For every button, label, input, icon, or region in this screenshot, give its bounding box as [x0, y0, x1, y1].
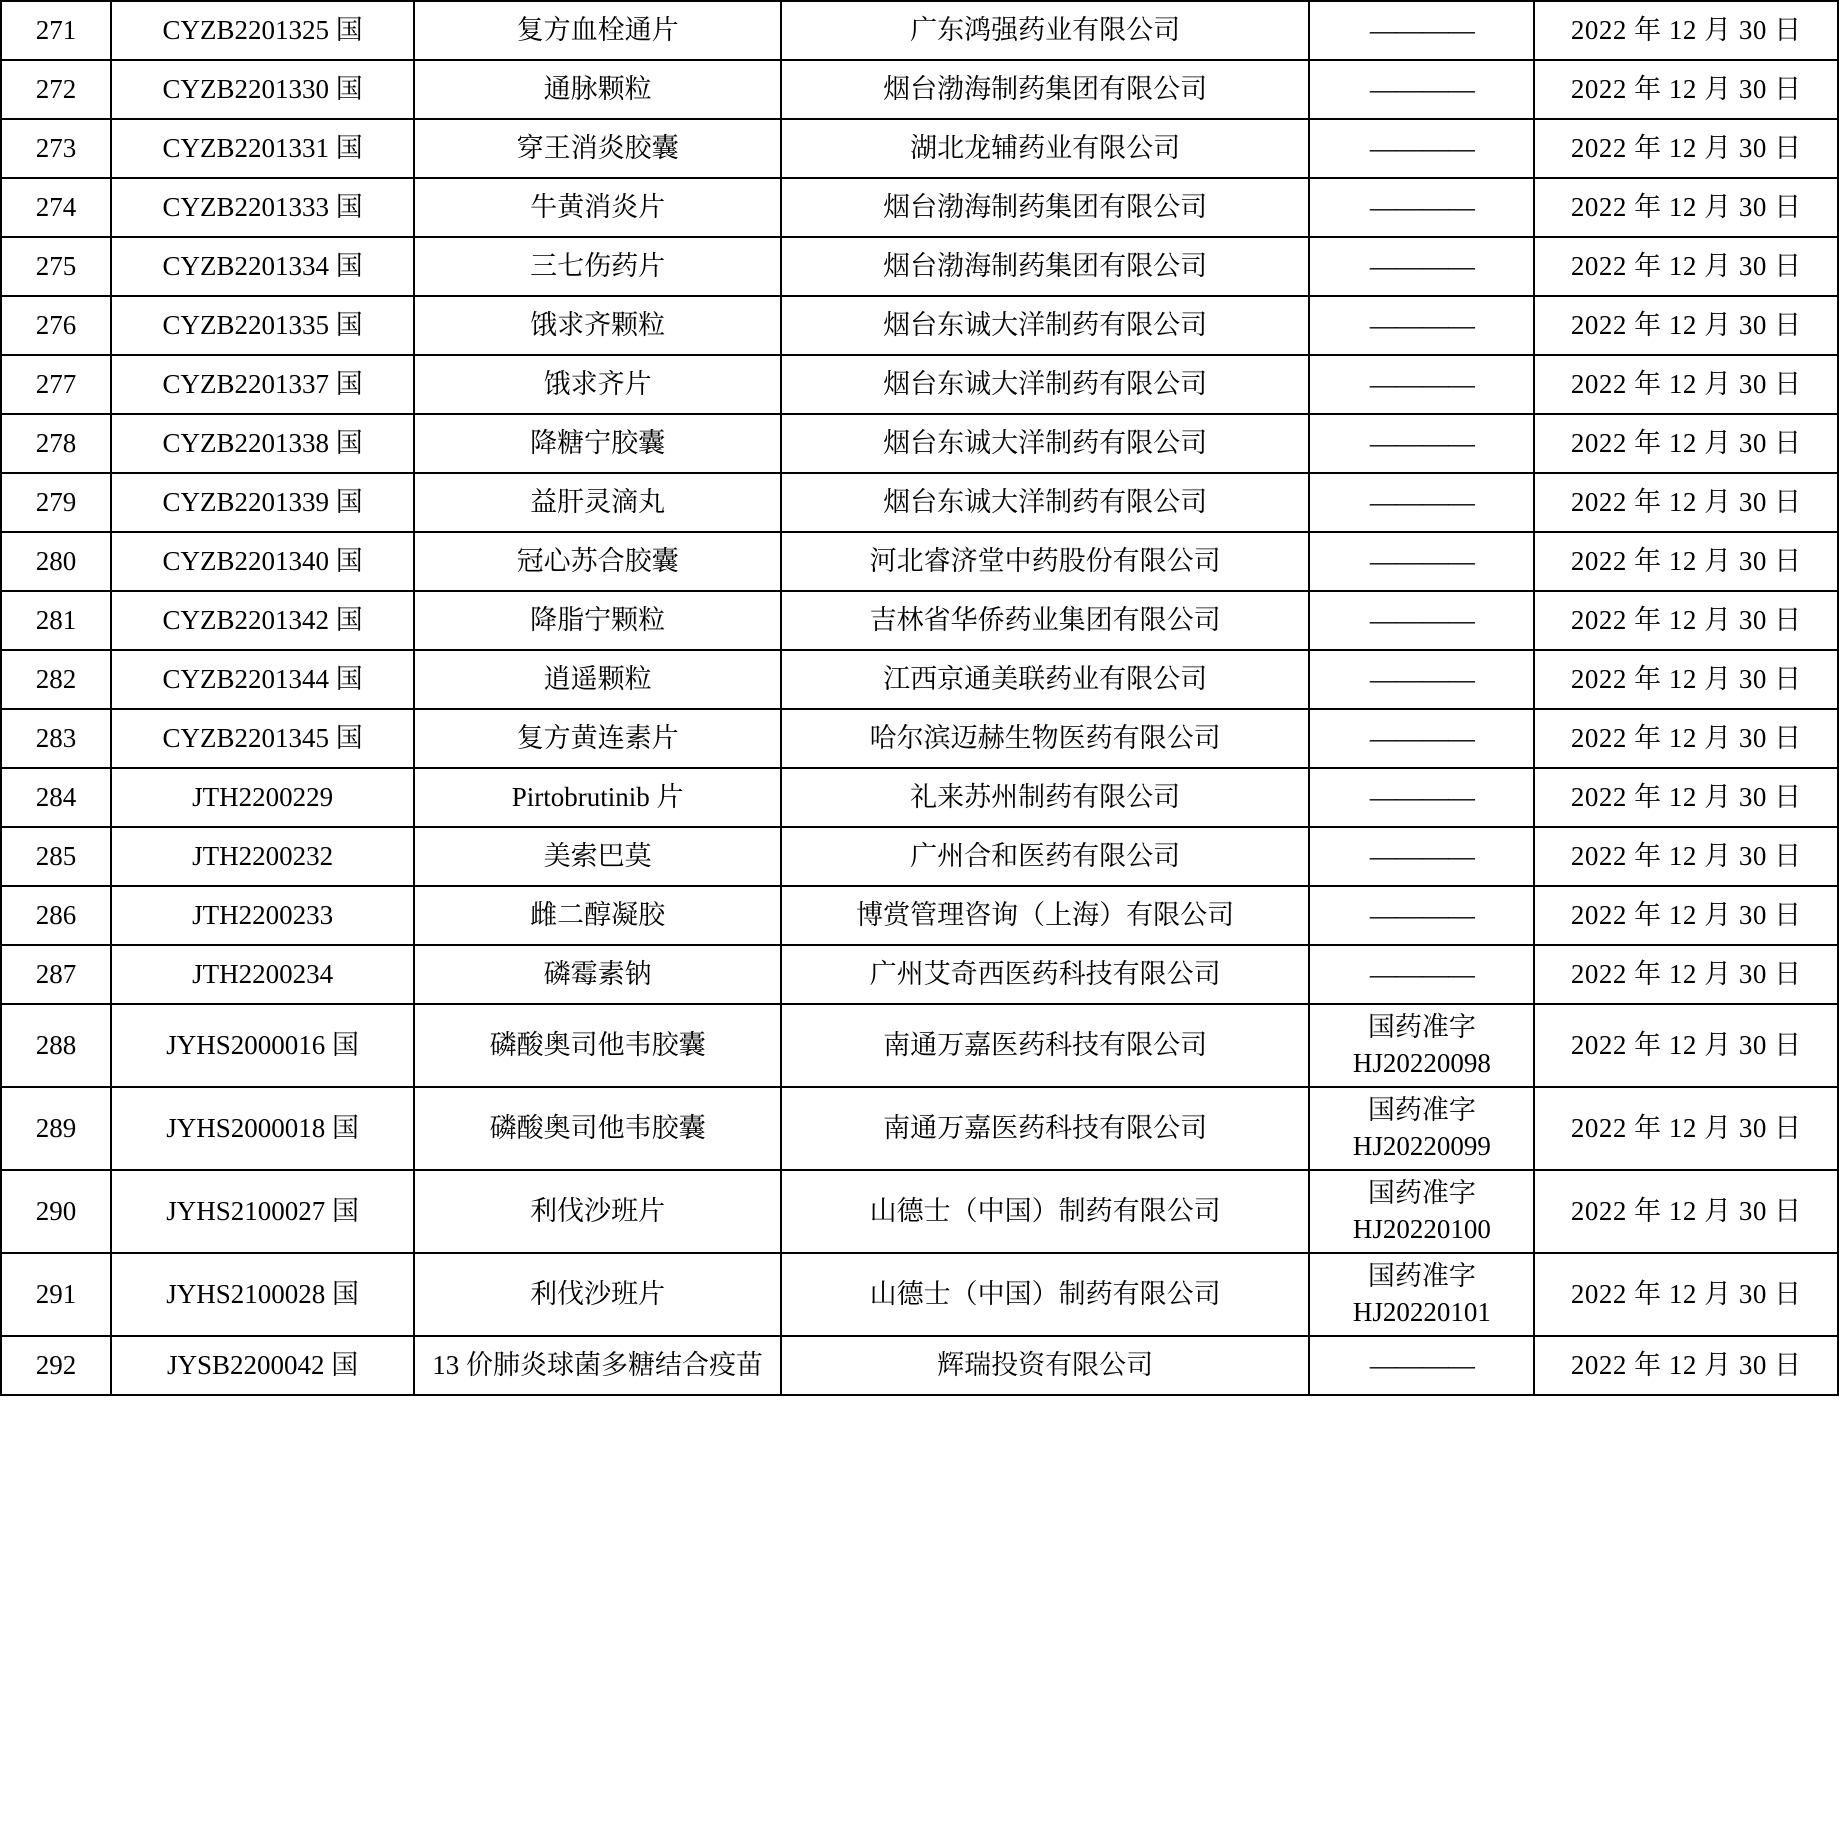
row-index-cell: 280 [1, 532, 111, 591]
drug-name-cell: 降糖宁胶囊 [414, 414, 780, 473]
registration-code-cell: CYZB2201342 国 [111, 591, 415, 650]
table-row [1, 355, 1838, 414]
approval-number-cell [1309, 1253, 1534, 1336]
drug-name-cell: 降脂宁颗粒 [414, 591, 780, 650]
row-index-cell: 279 [1, 473, 111, 532]
drug-name-cell: 逍遥颗粒 [414, 650, 780, 709]
row-index-cell: 278 [1, 414, 111, 473]
row-index-cell: 285 [1, 827, 111, 886]
table-row [1, 60, 1838, 119]
row-index-cell: 292 [1, 1336, 111, 1395]
approval-number-cell: ———— [1309, 119, 1534, 178]
drug-name-cell: 益肝灵滴丸 [414, 473, 780, 532]
table-body [1, 1, 1838, 1395]
approval-date-cell: 2022 年 12 月 30 日 [1534, 945, 1838, 1004]
drug-name-cell: 复方黄连素片 [414, 709, 780, 768]
approval-number-cell-line: HJ20220099 [1352, 1131, 1491, 1162]
row-index-cell: 275 [1, 237, 111, 296]
approval-number-cell: ———— [1309, 60, 1534, 119]
approval-date-cell: 2022 年 12 月 30 日 [1534, 768, 1838, 827]
approval-number-cell [1309, 1170, 1534, 1253]
row-index-cell: 287 [1, 945, 111, 1004]
company-name-cell: 烟台东诚大洋制药有限公司 [781, 473, 1310, 532]
table-row [1, 886, 1838, 945]
drug-name-cell: 饿求齐颗粒 [414, 296, 780, 355]
approval-date-cell: 2022 年 12 月 30 日 [1534, 650, 1838, 709]
registration-code-cell: JTH2200232 [111, 827, 415, 886]
approval-date-cell: 2022 年 12 月 30 日 [1534, 1253, 1838, 1336]
company-name-cell: 南通万嘉医药科技有限公司 [781, 1087, 1310, 1170]
approval-number-cell-line: 国药准字 [1367, 1094, 1476, 1125]
approval-number-cell: ———— [1309, 414, 1534, 473]
company-name-cell: 烟台渤海制药集团有限公司 [781, 237, 1310, 296]
registration-code-cell: JTH2200229 [111, 768, 415, 827]
registration-code-cell: JYHS2000016 国 [111, 1004, 415, 1087]
row-index-cell: 290 [1, 1170, 111, 1253]
row-index-cell: 286 [1, 886, 111, 945]
company-name-cell: 河北睿济堂中药股份有限公司 [781, 532, 1310, 591]
company-name-cell: 广州合和医药有限公司 [781, 827, 1310, 886]
registration-code-cell: CYZB2201325 国 [111, 1, 415, 60]
table-row [1, 591, 1838, 650]
company-name-cell: 广东鸿强药业有限公司 [781, 1, 1310, 60]
company-name-cell: 礼来苏州制药有限公司 [781, 768, 1310, 827]
approval-number-cell: ———— [1309, 237, 1534, 296]
registration-code-cell: CYZB2201340 国 [111, 532, 415, 591]
registration-code-cell: CYZB2201334 国 [111, 237, 415, 296]
approval-number-cell: ———— [1309, 532, 1534, 591]
approval-number-cell: ———— [1309, 1, 1534, 60]
approval-number-cell: ———— [1309, 886, 1534, 945]
company-name-cell: 烟台渤海制药集团有限公司 [781, 60, 1310, 119]
drug-name-cell: 通脉颗粒 [414, 60, 780, 119]
approval-number-cell: ———— [1309, 591, 1534, 650]
registration-code-cell: JTH2200234 [111, 945, 415, 1004]
approval-number-cell-line: HJ20220101 [1352, 1297, 1491, 1328]
approval-date-cell: 2022 年 12 月 30 日 [1534, 414, 1838, 473]
table-row [1, 1004, 1838, 1087]
drug-name-cell: 磷霉素钠 [414, 945, 780, 1004]
registration-code-cell: JYHS2100028 国 [111, 1253, 415, 1336]
approval-number-cell: ———— [1309, 650, 1534, 709]
table-row [1, 1170, 1838, 1253]
drug-name-cell: 利伐沙班片 [414, 1170, 780, 1253]
company-name-cell: 烟台东诚大洋制药有限公司 [781, 414, 1310, 473]
table-row [1, 119, 1838, 178]
registration-code-cell: CYZB2201345 国 [111, 709, 415, 768]
table-row [1, 178, 1838, 237]
registration-code-cell: CYZB2201333 国 [111, 178, 415, 237]
row-index-cell: 276 [1, 296, 111, 355]
company-name-cell: 烟台东诚大洋制药有限公司 [781, 355, 1310, 414]
company-name-cell: 烟台东诚大洋制药有限公司 [781, 296, 1310, 355]
drug-name-cell: 利伐沙班片 [414, 1253, 780, 1336]
company-name-cell: 博赏管理咨询（上海）有限公司 [781, 886, 1310, 945]
drug-name-cell: 磷酸奥司他韦胶囊 [414, 1087, 780, 1170]
row-index-cell: 272 [1, 60, 111, 119]
drug-name-cell: 穿王消炎胶囊 [414, 119, 780, 178]
company-name-cell: 烟台渤海制药集团有限公司 [781, 178, 1310, 237]
registration-code-cell: CYZB2201337 国 [111, 355, 415, 414]
registration-code-cell: CYZB2201344 国 [111, 650, 415, 709]
drug-name-cell: 冠心苏合胶囊 [414, 532, 780, 591]
approval-number-cell-line: HJ20220100 [1352, 1214, 1491, 1245]
table-row [1, 1253, 1838, 1336]
table-row [1, 1336, 1838, 1395]
approval-number-cell: ———— [1309, 473, 1534, 532]
company-name-cell: 江西京通美联药业有限公司 [781, 650, 1310, 709]
drug-name-cell: 雌二醇凝胶 [414, 886, 780, 945]
table-row [1, 650, 1838, 709]
row-index-cell: 288 [1, 1004, 111, 1087]
approval-date-cell: 2022 年 12 月 30 日 [1534, 119, 1838, 178]
approval-date-cell: 2022 年 12 月 30 日 [1534, 532, 1838, 591]
approval-date-cell: 2022 年 12 月 30 日 [1534, 178, 1838, 237]
row-index-cell: 273 [1, 119, 111, 178]
company-name-cell: 哈尔滨迈赫生物医药有限公司 [781, 709, 1310, 768]
company-name-cell: 山德士（中国）制药有限公司 [781, 1253, 1310, 1336]
approval-date-cell: 2022 年 12 月 30 日 [1534, 1336, 1838, 1395]
approval-date-cell: 2022 年 12 月 30 日 [1534, 886, 1838, 945]
row-index-cell: 271 [1, 1, 111, 60]
row-index-cell: 291 [1, 1253, 111, 1336]
table-row [1, 532, 1838, 591]
approval-number-cell: ———— [1309, 709, 1534, 768]
registration-code-cell: CYZB2201339 国 [111, 473, 415, 532]
approval-number-cell-line: HJ20220098 [1352, 1048, 1491, 1079]
drug-name-cell: 美索巴莫 [414, 827, 780, 886]
approval-date-cell: 2022 年 12 月 30 日 [1534, 827, 1838, 886]
drug-name-cell: 三七伤药片 [414, 237, 780, 296]
table-row [1, 709, 1838, 768]
registration-code-cell: JYSB2200042 国 [111, 1336, 415, 1395]
row-index-cell: 282 [1, 650, 111, 709]
company-name-cell: 湖北龙辅药业有限公司 [781, 119, 1310, 178]
approval-number-cell: ———— [1309, 355, 1534, 414]
table-row [1, 827, 1838, 886]
approval-number-cell: ———— [1309, 1336, 1534, 1395]
approval-number-cell: ———— [1309, 945, 1534, 1004]
approval-date-cell: 2022 年 12 月 30 日 [1534, 1170, 1838, 1253]
table-row [1, 473, 1838, 532]
approval-number-cell [1309, 1087, 1534, 1170]
table-row [1, 1, 1838, 60]
drug-name-cell: Pirtobrutinib 片 [414, 768, 780, 827]
registration-code-cell: JYHS2000018 国 [111, 1087, 415, 1170]
table-row [1, 296, 1838, 355]
approval-date-cell: 2022 年 12 月 30 日 [1534, 591, 1838, 650]
row-index-cell: 277 [1, 355, 111, 414]
approval-date-cell: 2022 年 12 月 30 日 [1534, 60, 1838, 119]
row-index-cell: 281 [1, 591, 111, 650]
approval-date-cell: 2022 年 12 月 30 日 [1534, 1, 1838, 60]
table-row [1, 237, 1838, 296]
company-name-cell: 广州艾奇西医药科技有限公司 [781, 945, 1310, 1004]
approval-date-cell: 2022 年 12 月 30 日 [1534, 473, 1838, 532]
approval-date-cell: 2022 年 12 月 30 日 [1534, 709, 1838, 768]
approval-number-cell: ———— [1309, 827, 1534, 886]
company-name-cell: 山德士（中国）制药有限公司 [781, 1170, 1310, 1253]
row-index-cell: 283 [1, 709, 111, 768]
approval-date-cell: 2022 年 12 月 30 日 [1534, 1004, 1838, 1087]
drug-name-cell: 饿求齐片 [414, 355, 780, 414]
table-row [1, 1087, 1838, 1170]
table-row [1, 945, 1838, 1004]
drug-name-cell: 磷酸奥司他韦胶囊 [414, 1004, 780, 1087]
row-index-cell: 284 [1, 768, 111, 827]
drug-name-cell: 牛黄消炎片 [414, 178, 780, 237]
company-name-cell: 吉林省华侨药业集团有限公司 [781, 591, 1310, 650]
approval-date-cell: 2022 年 12 月 30 日 [1534, 237, 1838, 296]
registration-code-cell: JYHS2100027 国 [111, 1170, 415, 1253]
approval-number-cell [1309, 1004, 1534, 1087]
approval-date-cell: 2022 年 12 月 30 日 [1534, 1087, 1838, 1170]
registration-code-cell: CYZB2201338 国 [111, 414, 415, 473]
registration-code-cell: CYZB2201330 国 [111, 60, 415, 119]
approval-number-cell-line: 国药准字 [1367, 1012, 1476, 1042]
registration-code-cell: CYZB2201331 国 [111, 119, 415, 178]
company-name-cell: 辉瑞投资有限公司 [781, 1336, 1310, 1395]
approval-number-cell: ———— [1309, 768, 1534, 827]
drug-name-cell: 13 价肺炎球菌多糖结合疫苗 [414, 1336, 780, 1395]
approval-date-cell: 2022 年 12 月 30 日 [1534, 355, 1838, 414]
row-index-cell: 274 [1, 178, 111, 237]
registration-code-cell: JTH2200233 [111, 886, 415, 945]
registration-code-cell: CYZB2201335 国 [111, 296, 415, 355]
approval-number-cell-line: 国药准字 [1367, 1260, 1476, 1291]
approval-date-cell: 2022 年 12 月 30 日 [1534, 296, 1838, 355]
table-row [1, 414, 1838, 473]
table-row [1, 768, 1838, 827]
drug-name-cell: 复方血栓通片 [414, 1, 780, 60]
approval-number-cell-line: 国药准字 [1367, 1177, 1476, 1208]
approval-number-cell: ———— [1309, 178, 1534, 237]
company-name-cell: 南通万嘉医药科技有限公司 [781, 1004, 1310, 1087]
approval-number-cell: ———— [1309, 296, 1534, 355]
row-index-cell: 289 [1, 1087, 111, 1170]
